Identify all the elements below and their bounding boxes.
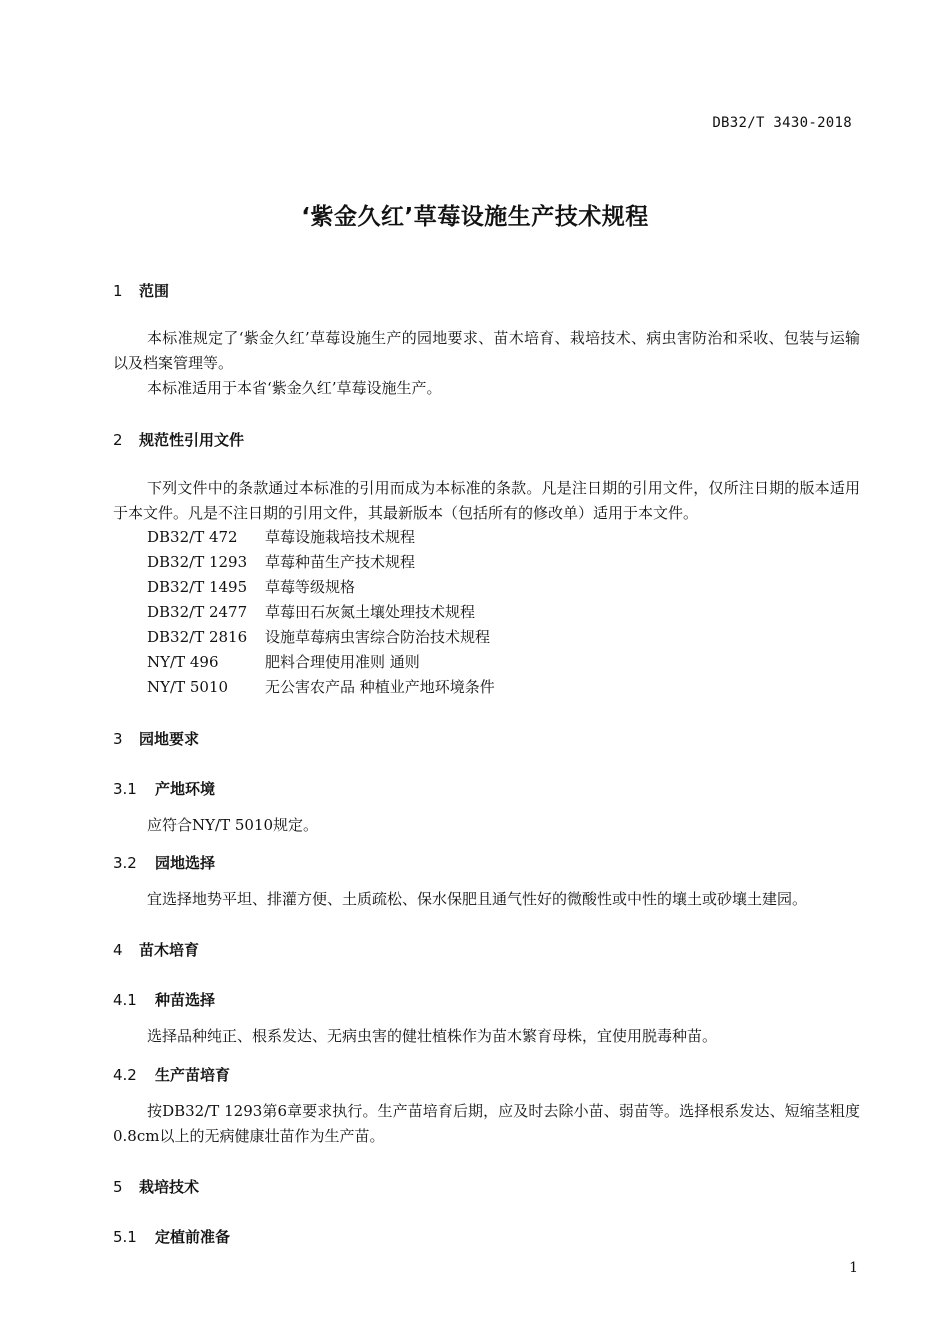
section-5-heading: [113, 1176, 199, 1197]
page-number: 1: [849, 1260, 858, 1276]
section-title: 规范性引用文件: [139, 431, 245, 449]
section-title: 生产苗培育: [155, 1066, 231, 1084]
section-number: 2: [113, 431, 123, 449]
reference-code: NY/T 5010: [147, 678, 229, 696]
reference-row: [147, 525, 495, 550]
section-title: 产地环境: [155, 780, 216, 798]
section-3-1-paragraph: 应符合NY/T 5010规定。: [147, 816, 319, 834]
reference-code: DB32/T 472: [147, 528, 238, 546]
reference-row: [147, 550, 495, 575]
section-1-heading: [113, 280, 169, 301]
reference-name: 草莓种苗生产技术规程: [265, 553, 416, 571]
reference-row: [147, 650, 495, 675]
reference-name: 肥料合理使用准则 通则: [265, 653, 420, 671]
section-title: 苗木培育: [139, 941, 200, 959]
section-number: 4.2: [113, 1066, 137, 1084]
section-3-1-heading: [113, 778, 215, 799]
section-2-heading: [113, 429, 244, 450]
reference-row: [147, 600, 495, 625]
normative-references-list: [147, 525, 495, 700]
section-number: 3.1: [113, 780, 137, 798]
reference-name: 草莓田石灰氮土壤处理技术规程: [265, 603, 476, 621]
section-3-heading: [113, 728, 199, 749]
section-number: 4.1: [113, 991, 137, 1009]
standard-code: DB32/T 3430-2018: [712, 115, 852, 131]
section-3-2-paragraph: 宜选择地势平坦、排灌方便、土质疏松、保水保肥且通气性好的微酸性或中性的壤土或砂壤土建园。: [147, 890, 808, 908]
section-4-1-paragraph: 选择品种纯正、根系发达、无病虫害的健壮植株作为苗木繁育母株，宜使用脱毒种苗。: [147, 1027, 718, 1045]
section-number: 4: [113, 941, 123, 959]
section-4-1-heading: [113, 989, 215, 1010]
section-1-paragraph-2: 本标准适用于本省‘紫金久红’草莓设施生产。: [147, 379, 442, 397]
reference-code: DB32/T 2477: [147, 603, 248, 621]
section-4-2-heading: [113, 1064, 230, 1085]
section-2-paragraph-1: 下列文件中的条款通过本标准的引用而成为本标准的条款。凡是注日期的引用文件，仅所注日期的版本适用于本文件。凡是不注日期的引用文件，其最新版本（包括所有的修改单）适用于本文件。: [113, 479, 860, 522]
section-1-paragraph-1: 本标准规定了‘紫金久红’草莓设施生产的园地要求、苗木培育、栽培技术、病虫害防治和采收、包装与运输以及档案管理等。: [113, 329, 860, 372]
section-4-2-paragraph: 按DB32/T 1293第6章要求执行。生产苗培育后期，应及时去除小苗、弱苗等。选择根系发达、短缩茎粗度0.8cm以上的无病健康壮苗作为生产苗。: [113, 1102, 860, 1145]
section-number: 3.2: [113, 854, 137, 872]
document-title: ‘紫金久红’草莓设施生产技术规程: [301, 204, 649, 230]
reference-name: 设施草莓病虫害综合防治技术规程: [265, 628, 491, 646]
reference-name: 草莓设施栽培技术规程: [265, 528, 416, 546]
section-title: 栽培技术: [139, 1178, 200, 1196]
section-title: 范围: [139, 282, 170, 300]
section-title: 园地要求: [139, 730, 200, 748]
reference-name: 无公害农产品 种植业产地环境条件: [265, 678, 495, 696]
section-number: 5: [113, 1178, 123, 1196]
reference-code: NY/T 496: [147, 653, 219, 671]
section-title: 定植前准备: [155, 1228, 231, 1246]
reference-code: DB32/T 1495: [147, 578, 248, 596]
section-4-heading: [113, 939, 199, 960]
section-number: 5.1: [113, 1228, 137, 1246]
reference-row: [147, 575, 495, 600]
reference-code: DB32/T 2816: [147, 628, 248, 646]
section-3-2-heading: [113, 852, 215, 873]
section-5-1-heading: [113, 1226, 230, 1247]
reference-row: [147, 675, 495, 700]
reference-code: DB32/T 1293: [147, 553, 248, 571]
section-number: 3: [113, 730, 123, 748]
reference-row: [147, 625, 495, 650]
section-title: 种苗选择: [155, 991, 216, 1009]
reference-name: 草莓等级规格: [265, 578, 356, 596]
section-number: 1: [113, 282, 123, 300]
section-title: 园地选择: [155, 854, 216, 872]
